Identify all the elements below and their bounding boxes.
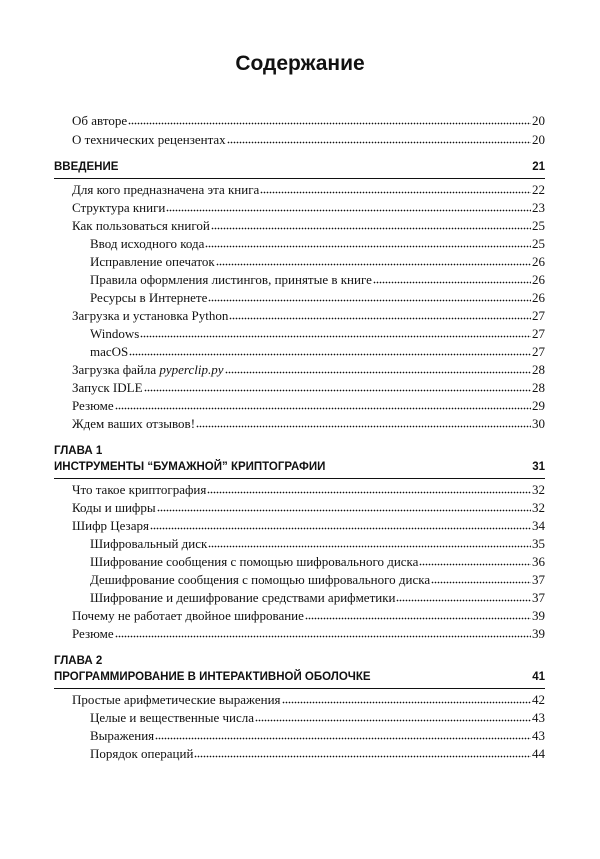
toc-entry-title: Резюме: [72, 626, 114, 641]
dot-leader: [396, 591, 531, 602]
toc-entry-page: 23: [532, 200, 545, 215]
dot-leader: [255, 711, 531, 722]
toc-entry-page: 30: [532, 416, 545, 431]
toc-entry[interactable]: [72, 607, 545, 624]
toc-entry[interactable]: [72, 397, 545, 414]
dot-leader: [216, 255, 531, 266]
toc-subentry[interactable]: [90, 325, 545, 342]
toc-entry-title: Структура книги: [72, 200, 166, 215]
chapter-label: ГЛАВА 2: [54, 655, 103, 667]
dot-leader: [157, 501, 531, 512]
toc-entry[interactable]: [72, 517, 545, 534]
toc-entry[interactable]: [72, 181, 545, 198]
dot-leader: [305, 609, 531, 620]
toc-entry-title: Ввод исходного кода: [90, 236, 205, 251]
dot-leader: [140, 327, 531, 338]
toc-entry-title: Почему не работает двойное шифрование: [72, 608, 304, 623]
page-title: Содержание: [235, 52, 365, 75]
toc-entry-title: Простые арифметические выражения: [72, 692, 281, 707]
toc-entry-page: 39: [532, 626, 545, 641]
toc-subentry[interactable]: [90, 271, 545, 288]
toc-entry-title: Порядок операций: [90, 746, 194, 761]
dot-leader: [129, 345, 531, 356]
toc-entry-title: Что такое криптография: [72, 482, 207, 497]
section-heading-page: 21: [532, 161, 545, 173]
toc-entry-page: 28: [532, 380, 545, 395]
toc-entry-title: Загрузка и установка Python: [72, 308, 229, 323]
section-heading-chapter1[interactable]: [54, 460, 545, 475]
toc-entry-title: Шифрование и дешифрование средствами арифметики: [90, 590, 396, 605]
toc-entry-page: 27: [532, 308, 545, 323]
toc-entry[interactable]: [72, 217, 545, 234]
section-divider: [54, 478, 545, 479]
toc-entry-title: Дешифрование сообщения с помощью шифровального диска: [90, 572, 431, 587]
section-heading-title: ВВЕДЕНИЕ: [54, 161, 119, 173]
toc-subentry[interactable]: [90, 253, 545, 270]
dot-leader: [115, 399, 531, 410]
toc-entry-title: [72, 361, 224, 378]
toc-subentry[interactable]: [90, 235, 545, 252]
dot-leader: [225, 363, 531, 374]
dot-leader: [419, 555, 531, 566]
dot-leader: [227, 133, 531, 144]
dot-leader: [282, 693, 531, 704]
dot-leader: [229, 309, 531, 320]
dot-leader: [144, 381, 531, 392]
toc-entry-page: 26: [532, 290, 545, 305]
toc-entry-title: Коды и шифры: [72, 500, 156, 515]
toc-entry[interactable]: [72, 307, 545, 324]
toc-entry-page: 25: [532, 218, 545, 233]
dot-leader: [205, 237, 531, 248]
toc-subentry[interactable]: [90, 343, 545, 360]
toc-subentry[interactable]: [90, 727, 545, 744]
dot-leader: [260, 183, 531, 194]
toc-entry-page: 36: [532, 554, 545, 569]
toc-entry[interactable]: [72, 131, 545, 148]
toc-entry-page: 27: [532, 344, 545, 359]
toc-entry-title: Шифровальный диск: [90, 536, 208, 551]
toc-entry-page: 20: [532, 113, 545, 128]
toc-entry-page: 26: [532, 254, 545, 269]
toc-entry-title: Правила оформления листингов, принятые в книге: [90, 272, 372, 287]
toc-entry[interactable]: [72, 112, 545, 129]
dot-leader: [207, 483, 531, 494]
toc-entry-page: 37: [532, 572, 545, 587]
toc-entry-title: Ждем ваших отзывов!: [72, 416, 196, 431]
section-divider: [54, 178, 545, 179]
toc-entry-page: 44: [532, 746, 545, 761]
toc-entry-title: Шифрование сообщения с помощью шифровального диска: [90, 554, 419, 569]
toc-entry-title-prefix: Загрузка файла: [72, 362, 160, 377]
dot-leader: [196, 417, 531, 428]
toc-entry-page: 32: [532, 482, 545, 497]
toc-entry[interactable]: [72, 199, 545, 216]
toc-entry[interactable]: [72, 625, 545, 642]
toc-entry[interactable]: [72, 499, 545, 516]
toc-entry-title: Целые и вещественные числа: [90, 710, 255, 725]
section-heading-page: 31: [532, 461, 545, 473]
dot-leader: [115, 627, 531, 638]
section-heading-title: ПРОГРАММИРОВАНИЕ В ИНТЕРАКТИВНОЙ ОБОЛОЧКЕ: [54, 671, 371, 683]
dot-leader: [208, 537, 531, 548]
toc-entry-page: 32: [532, 500, 545, 515]
dot-leader: [155, 729, 531, 740]
chapter-label: ГЛАВА 1: [54, 445, 103, 457]
toc-entry-title-filename: pyperclip.py: [159, 362, 224, 377]
toc-entry-page: 27: [532, 326, 545, 341]
toc-entry[interactable]: [72, 691, 545, 708]
toc-entry-page: 42: [532, 692, 545, 707]
toc-subentry[interactable]: [90, 589, 545, 606]
toc-entry[interactable]: [72, 379, 545, 396]
toc-entry-title: Исправление опечаток: [90, 254, 215, 269]
section-heading-page: 41: [532, 671, 545, 683]
toc-entry[interactable]: [72, 415, 545, 432]
toc-entry-page: 28: [532, 362, 545, 377]
toc-entry-title: Выражения: [90, 728, 155, 743]
toc-subentry[interactable]: [90, 553, 545, 570]
toc-entry-page: 22: [532, 182, 545, 197]
toc-subentry[interactable]: [90, 571, 545, 588]
toc-entry-page: 26: [532, 272, 545, 287]
toc-entry-page: 35: [532, 536, 545, 551]
toc-entry-title: Для кого предназначена эта книга: [72, 182, 260, 197]
toc-entry[interactable]: [72, 361, 545, 378]
dot-leader: [208, 291, 531, 302]
toc-entry-page: 34: [532, 518, 545, 533]
section-heading-title: ИНСТРУМЕНТЫ “БУМАЖНОЙ” КРИПТОГРАФИИ: [54, 461, 326, 473]
toc-entry-title: Ресурсы в Интернете: [90, 290, 208, 305]
toc-entry-title: Как пользоваться книгой: [72, 218, 210, 233]
toc-entry[interactable]: [72, 481, 545, 498]
dot-leader: [128, 114, 531, 125]
dot-leader: [166, 201, 531, 212]
dot-leader: [194, 747, 531, 758]
toc-subentry[interactable]: [90, 745, 545, 762]
toc-entry-page: 37: [532, 590, 545, 605]
toc-entry-title: Об авторе: [72, 113, 128, 128]
toc-entry-title: О технических рецензентах: [72, 132, 226, 147]
section-heading-intro[interactable]: [54, 160, 545, 175]
toc-entry-page: 29: [532, 398, 545, 413]
toc-entry-title: Запуск IDLE: [72, 380, 143, 395]
toc-entry-page: 25: [532, 236, 545, 251]
toc-subentry[interactable]: [90, 535, 545, 552]
toc-entry-page: 39: [532, 608, 545, 623]
toc-entry-title: macOS: [90, 344, 129, 359]
toc-entry-title: Резюме: [72, 398, 114, 413]
section-divider: [54, 688, 545, 689]
dot-leader: [150, 519, 531, 530]
toc-entry-title: Windows: [90, 326, 140, 341]
dot-leader: [373, 273, 531, 284]
section-heading-chapter2[interactable]: [54, 670, 545, 685]
toc-entry-page: 43: [532, 710, 545, 725]
toc-subentry[interactable]: [90, 709, 545, 726]
toc-subentry[interactable]: [90, 289, 545, 306]
toc-entry-page: 20: [532, 132, 545, 147]
dot-leader: [211, 219, 531, 230]
dot-leader: [431, 573, 531, 584]
toc-entry-page: 43: [532, 728, 545, 743]
toc-entry-title: Шифр Цезаря: [72, 518, 149, 533]
